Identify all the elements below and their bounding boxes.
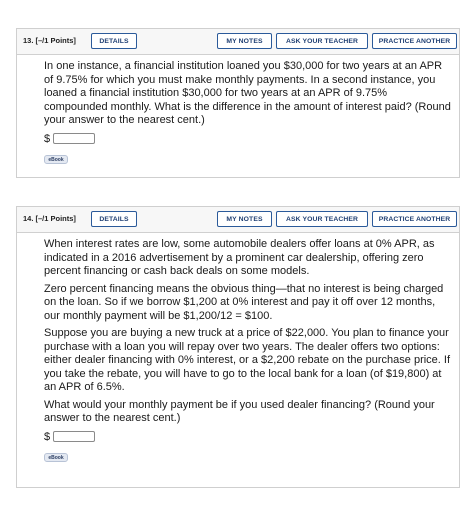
- my-notes-button[interactable]: MY NOTES: [217, 33, 272, 49]
- details-button[interactable]: DETAILS: [91, 211, 137, 227]
- details-button[interactable]: DETAILS: [91, 33, 137, 49]
- question-header: [17, 29, 459, 55]
- question-number: 13. [–/1 Points]: [23, 36, 76, 45]
- answer-input[interactable]: [53, 133, 95, 144]
- question-text: In one instance, a financial institution loaned you $30,000 for two years at an APR of 9.75% for which you must make monthly payments. In a second instance, you loaned a financial institution $30,000 for two years at an APR of 9.75% compounded monthly. What is the difference in the amount of interest paid? (Round your answer to the nearest cent.): [44, 60, 451, 126]
- question-number: 14. [–/1 Points]: [23, 214, 76, 223]
- question-paragraph-3: Suppose you are buying a new truck at a price of $22,000. You plan to finance your purchase with a loan you will repay over two years. The dealer offers two options: either dealer financing with 0% interest, or a $2,200 rebate on the purchase price. If you take the rebate, you will have to go to the local bank for a loan (of $19,800) at an APR of 6.5%.: [44, 327, 451, 393]
- ask-your-teacher-button[interactable]: ASK YOUR TEACHER: [276, 33, 368, 49]
- dollar-sign: $: [44, 430, 51, 443]
- question-paragraph-2: Zero percent financing means the obvious thing—that no interest is being charged on the loan. So if we borrow $1,200 at 0% interest and pay it off over 12 months, our monthly payment will be $1,200/12 = $100.: [44, 282, 444, 322]
- question-13-card: [16, 28, 460, 178]
- practice-another-button[interactable]: PRACTICE ANOTHER: [372, 211, 457, 227]
- my-notes-button[interactable]: MY NOTES: [217, 211, 272, 227]
- question-body: [17, 55, 459, 165]
- practice-another-button[interactable]: PRACTICE ANOTHER: [372, 33, 457, 49]
- answer-row: [44, 132, 459, 146]
- question-14-card: [16, 206, 460, 488]
- ebook-button[interactable]: eBook: [44, 155, 68, 164]
- ebook-button[interactable]: eBook: [44, 453, 68, 462]
- answer-row: [44, 430, 459, 444]
- ask-your-teacher-button[interactable]: ASK YOUR TEACHER: [276, 211, 368, 227]
- question-paragraph-4: What would your monthly payment be if you used dealer financing? (Round your answer to the nearest cent.): [44, 398, 435, 424]
- question-paragraph-1: When interest rates are low, some automobile dealers offer loans at 0% APR, as indicated in a 2016 advertisement by a prominent car dealership, offering zero percent financing or cash back deals on some models.: [44, 238, 435, 277]
- question-body: [17, 233, 459, 463]
- question-header: [17, 207, 459, 233]
- answer-input[interactable]: [53, 431, 95, 442]
- dollar-sign: $: [44, 132, 51, 145]
